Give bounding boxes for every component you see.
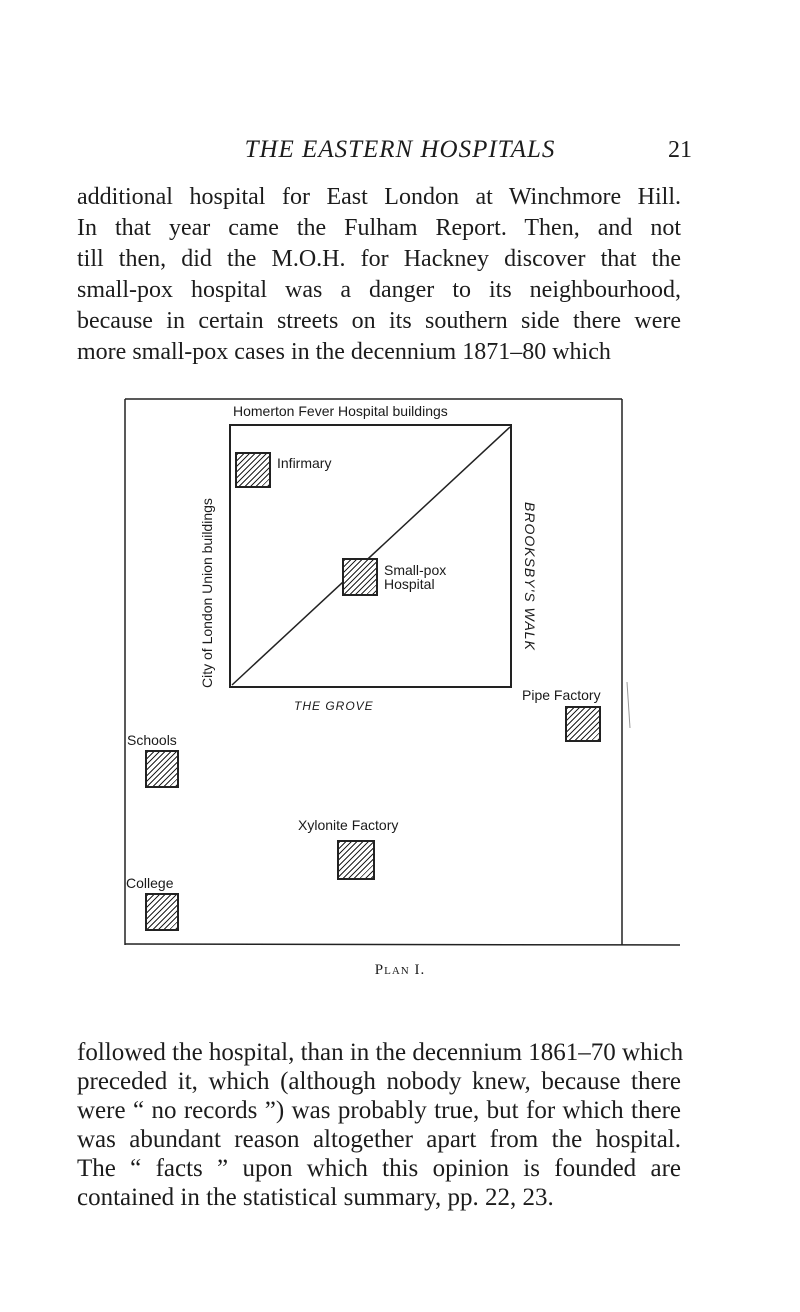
brooksbys-walk-label: BROOKSBY'S WALK bbox=[522, 502, 538, 651]
site-diagonal bbox=[232, 427, 510, 685]
infirmary-label: Infirmary bbox=[277, 455, 332, 471]
text-line: The “ facts ” upon which this opinion is founded are bbox=[77, 1155, 681, 1182]
text-line: preceded it, which (although nobody knew, because there bbox=[77, 1068, 681, 1095]
text-line: was abundant reason altogether apart from the hospital. bbox=[77, 1126, 681, 1153]
plan-caption: Plan I. bbox=[374, 962, 426, 978]
smallpox-label-line: Small-pox bbox=[384, 562, 447, 578]
text-line: small-pox hospital was a danger to its neighbourhood, bbox=[77, 277, 681, 303]
pipe-factory-label: Pipe Factory bbox=[522, 687, 601, 703]
college-label: College bbox=[126, 875, 174, 891]
outer-frame-tick bbox=[627, 682, 630, 728]
running-head: THE EASTERN HOSPITALS bbox=[244, 136, 556, 163]
text-line: contained in the statistical summary, pp. 22, 23. bbox=[77, 1184, 554, 1211]
paragraph-bottom bbox=[77, 1038, 684, 1212]
smallpox-building bbox=[342, 558, 378, 596]
city-of-london-label: City of London Union buildings bbox=[199, 498, 215, 688]
text-line: In that year came the Fulham Report. Then, and not bbox=[77, 215, 681, 241]
smallpox-label-line: Hospital bbox=[384, 576, 435, 592]
the-grove-label: THE GROVE bbox=[294, 699, 374, 713]
text-line: because in certain streets on its southern side there were bbox=[77, 308, 681, 334]
smallpox-label bbox=[384, 563, 446, 591]
page-number: 21 bbox=[668, 137, 692, 163]
college-building bbox=[145, 893, 179, 931]
schools-building bbox=[145, 750, 179, 788]
homerton-label: Homerton Fever Hospital buildings bbox=[233, 403, 448, 419]
pipe-factory-building bbox=[565, 706, 601, 742]
xylonite-factory-building bbox=[337, 840, 375, 880]
outer-frame-bottom bbox=[125, 944, 680, 945]
xylonite-factory-label: Xylonite Factory bbox=[298, 817, 399, 833]
schools-label: Schools bbox=[127, 732, 177, 748]
text-line: till then, did the M.O.H. for Hackney discover that the bbox=[77, 246, 681, 272]
text-line: additional hospital for East London at Winchmore Hill. bbox=[77, 184, 681, 210]
text-line: more small-pox cases in the decennium 1871–80 which bbox=[77, 339, 611, 365]
infirmary-building bbox=[235, 452, 271, 488]
text-line: were “ no records ”) was probably true, but for which there bbox=[77, 1097, 681, 1124]
text-line: followed the hospital, than in the decennium 1861–70 which bbox=[77, 1039, 684, 1066]
